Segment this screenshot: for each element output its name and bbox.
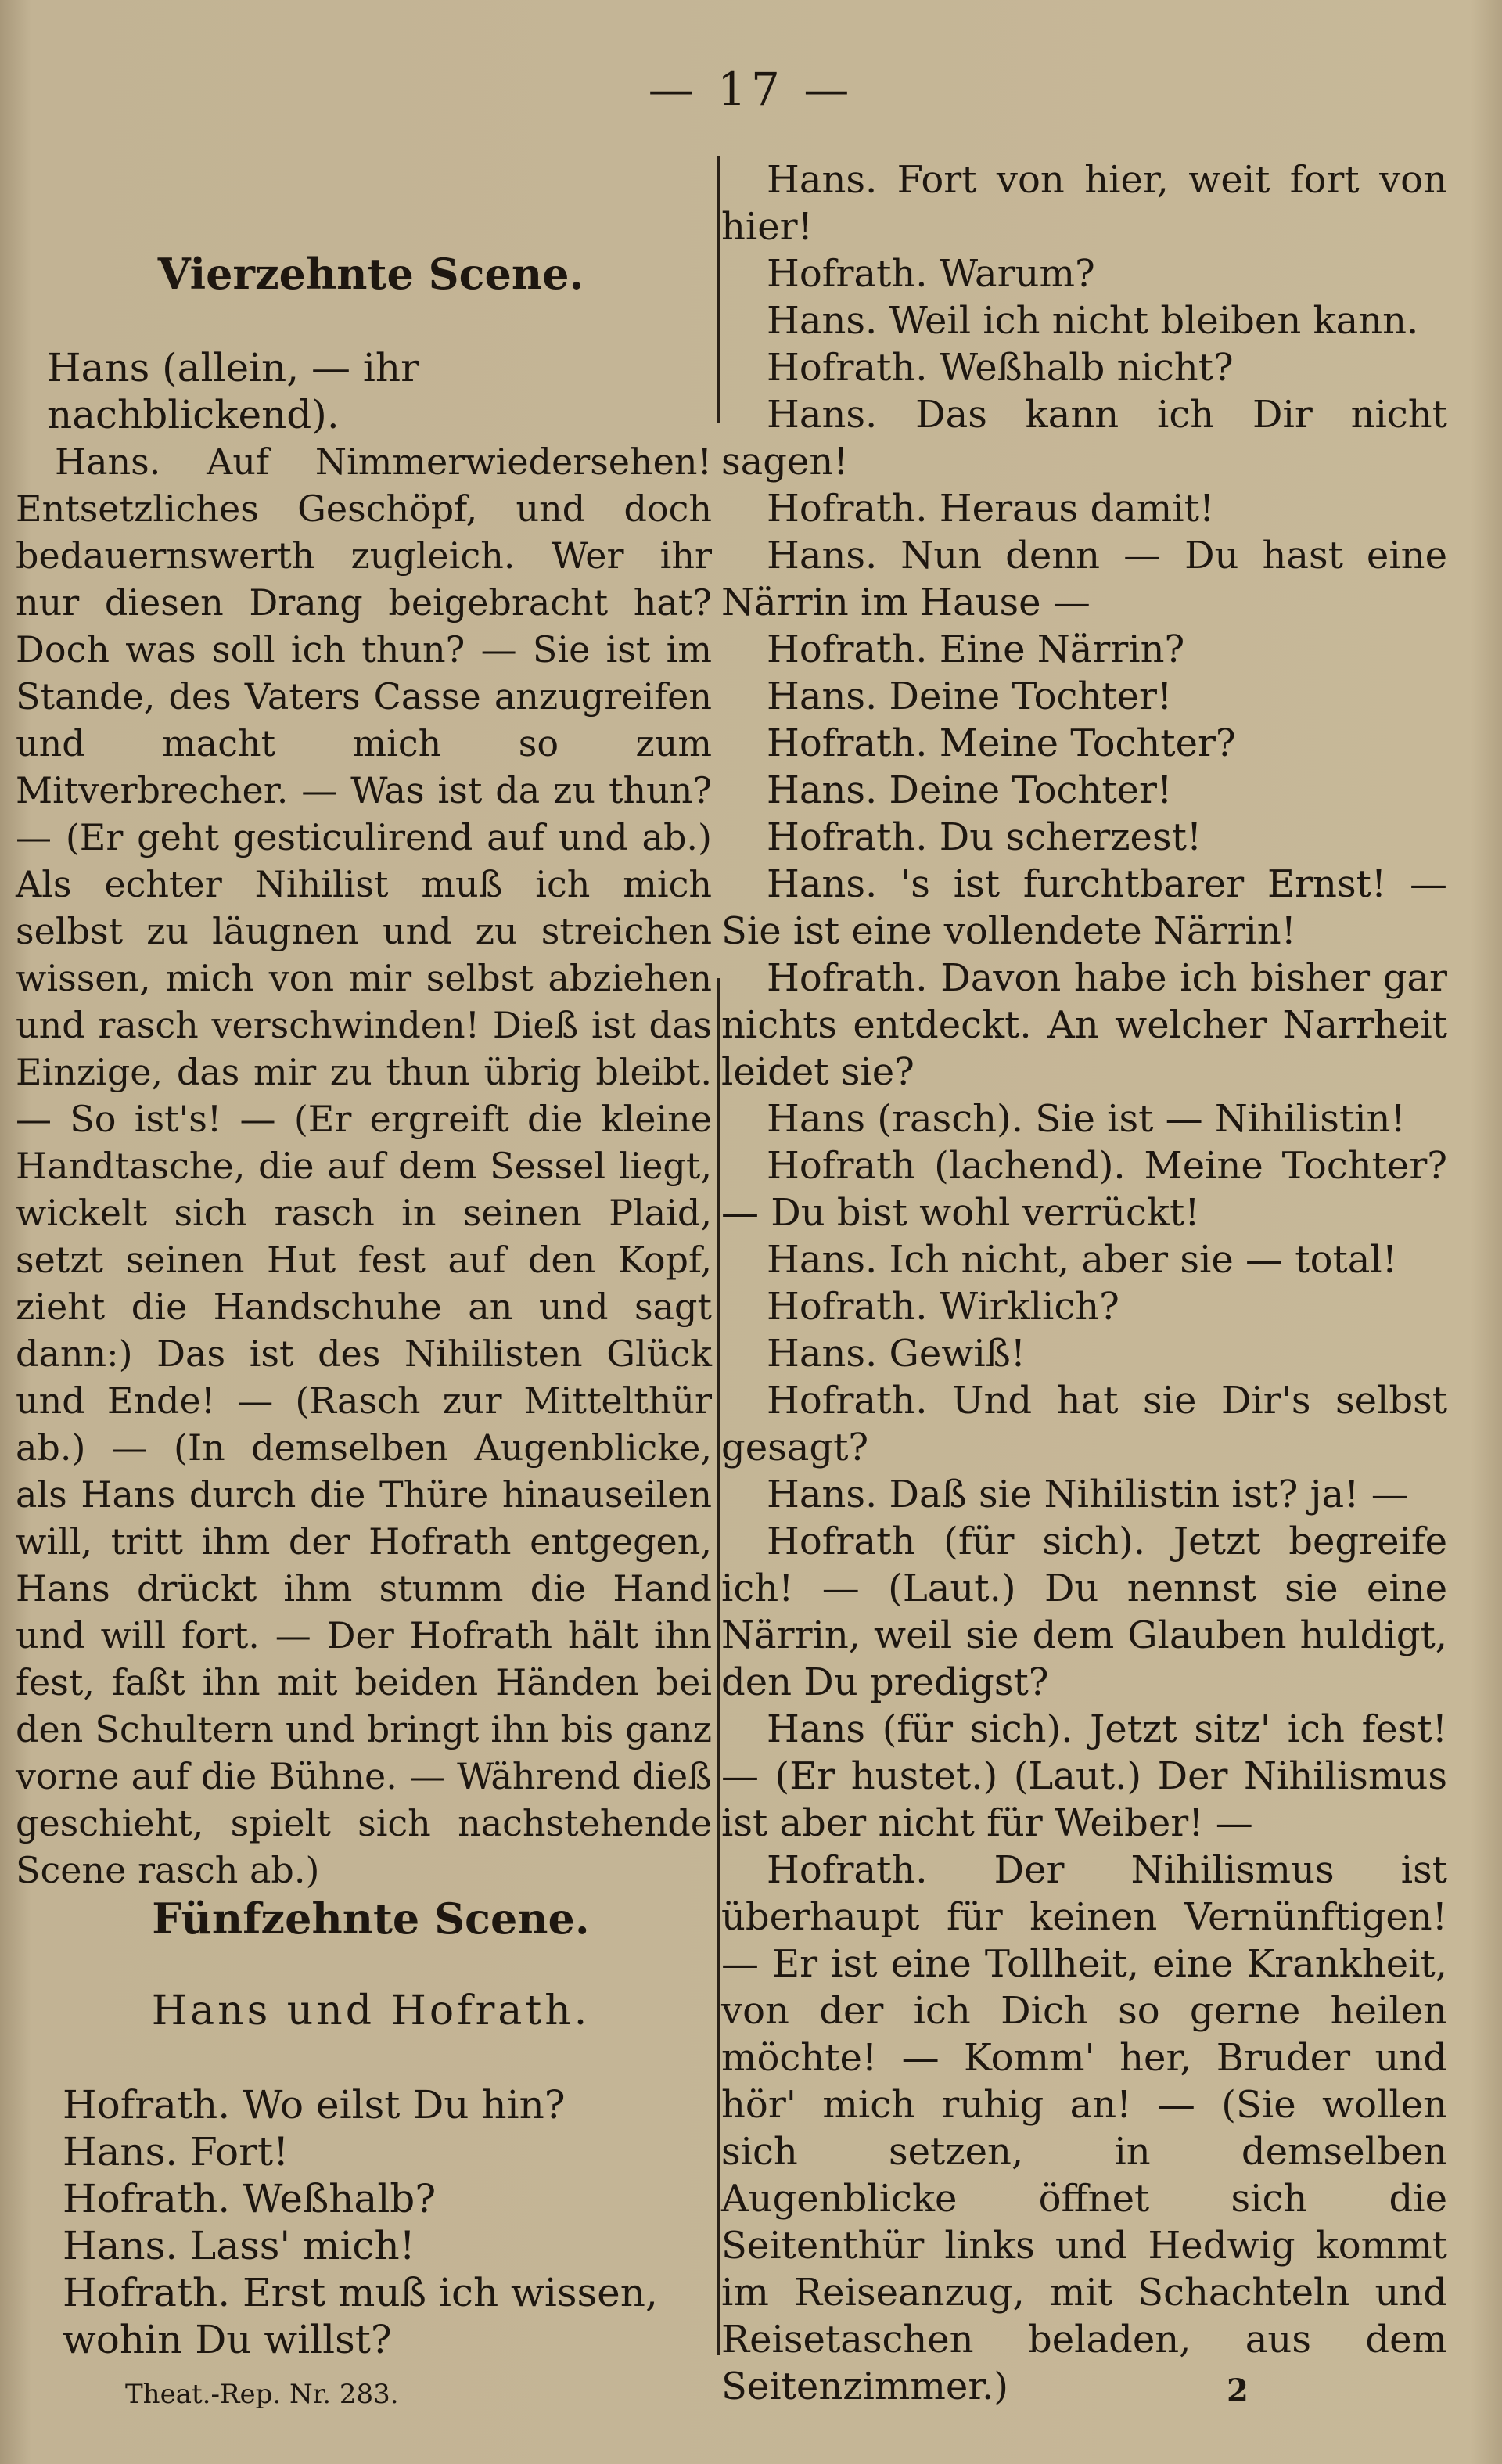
dialogue-line: Hans. Gewiß!	[767, 1332, 1026, 1376]
dialogue-line: Hans. Fort!	[63, 2129, 289, 2174]
dialogue-line: Hans. Weil ich nicht bleiben kann.	[767, 299, 1419, 343]
dialogue-line: Hofrath. Weßhalb?	[63, 2176, 437, 2221]
dialogue-line: Hans. Deine Tochter!	[767, 768, 1173, 812]
dialogue-line: Hans. Fort von hier, weit fort von hier!	[721, 158, 1447, 249]
dialogue-line: Hans (für sich). Jetzt sitz' ich fest! — (Er hustet.) (Laut.) Der Nihilismus ist aber nicht für Weiber! —	[721, 1707, 1447, 1845]
footer-signature-mark: 2	[1227, 2372, 1249, 2409]
scene-15-title: Fünfzehnte Scene.	[152, 1894, 590, 1944]
right-column-dialogue	[721, 156, 1447, 2410]
dialogue-line: Hofrath (lachend). Meine Tochter? — Du bist wohl verrückt!	[721, 1144, 1447, 1235]
footer-catalog-number: Theat.-Rep. Nr. 283.	[125, 2379, 399, 2410]
dialogue-line: Hofrath. Du scherzest!	[767, 815, 1202, 859]
scene-14-title: Vierzehnte Scene.	[157, 249, 584, 299]
scene-15-dialogue	[63, 2081, 712, 2363]
dialogue-line: Hans. 's ist furchtbarer Ernst! — Sie ist eine vollendete Närrin!	[721, 862, 1447, 953]
dialogue-line: Hofrath. Eine Närrin?	[767, 628, 1185, 671]
dialogue-line: Hofrath. Erst muß ich wissen, wohin Du willst?	[63, 2270, 658, 2362]
scene-14-cast-text: Hans (allein, — ihr nachblickend).	[47, 345, 420, 437]
scene-15-cast: Hans und Hofrath.	[151, 1987, 591, 2034]
dialogue-line: Hans. Daß sie Nihilistin ist? ja! —	[767, 1473, 1409, 1516]
scene-14-body: Hans. Auf Nimmerwiedersehen! Entsetzliches Geschöpf, und doch bedauernswerth zugleich. Wer ihr nur diesen Drang beigebracht hat? Doch was soll ich thun? — Sie ist im Stande, des Vaters Casse anzugreifen und macht mich so zum Mitverbrecher. — Was ist da zu thun? — (Er geht gesticulirend auf und ab.) Als echter Nihilist muß ich mich selbst zu läugnen und zu streichen wissen, mich von mir selbst abziehen und rasch verschwinden! Dieß ist das Einzige, das mir zu thun übrig bleibt. — So ist's! — (Er ergreift die kleine Handtasche, die auf dem Sessel liegt, wickelt sich rasch in seinen Plaid, setzt seinen Hut fest auf den Kopf, zieht die Handschuhe an und sagt dann:) Das ist des Nihilisten Glück und Ende! — (Rasch zur Mittelthür ab.) — (In demselben Augenblicke, als Hans durch die Thüre hinauseilen will, tritt ihm der Hofrath entgegen, Hans drückt ihm stumm die Hand und will fort. — Der Hofrath hält ihn fest, faßt ihn mit beiden Händen bei den Schultern und bringt ihn bis ganz vorne auf die Bühne. — Während dieß geschieht, spielt sich nachstehende Scene rasch ab.)	[16, 441, 712, 1891]
dialogue-line: Hans (rasch). Sie ist — Nihilistin!	[767, 1097, 1406, 1141]
dialogue-line: Hofrath. Warum?	[767, 252, 1095, 296]
dialogue-line: Hofrath. Weßhalb nicht?	[767, 346, 1234, 390]
dialogue-line: Hofrath. Der Nihilismus ist überhaupt für keinen Vernünftigen! — Er ist eine Tollheit, eine Krankheit, von der ich Dich so gerne heilen möchte! — Komm' her, Bruder und hör' mich ruhig an! — (Sie wollen sich setzen, in demselben Augenblicke öffnet sich die Seitenthür links und Hedwig kommt im Reiseanzug, mit Schachteln und Reisetaschen beladen, aus dem Seitenzimmer.)	[721, 1848, 1447, 2408]
page-number: — 17 —	[648, 63, 854, 116]
dialogue-line: Hans. Lass' mich!	[63, 2223, 415, 2268]
scene-14-body-block	[16, 438, 712, 1894]
top-column-divider	[717, 156, 720, 423]
dialogue-line: Hofrath. Wirklich?	[767, 1285, 1119, 1329]
dialogue-line: Hofrath. Davon habe ich bisher gar nichts entdeckt. An welcher Narrheit leidet sie?	[721, 956, 1447, 1094]
dialogue-line: Hofrath. Heraus damit!	[767, 487, 1215, 531]
dialogue-line: Hans. Deine Tochter!	[767, 674, 1173, 718]
dialogue-line: Hofrath (für sich). Jetzt begreife ich! — (Laut.) Du nennst sie eine Närrin, weil sie dem Glauben huldigt, den Du predigst?	[721, 1520, 1447, 1704]
dialogue-line: Hofrath. Wo eilst Du hin?	[63, 2082, 566, 2128]
dialogue-line: Hofrath. Und hat sie Dir's selbst gesagt?	[721, 1379, 1447, 1469]
dialogue-line: Hans. Ich nicht, aber sie — total!	[767, 1238, 1398, 1282]
dialogue-line: Hans. Nun denn — Du hast eine Närrin im Hause —	[721, 534, 1447, 624]
dialogue-line: Hofrath. Meine Tochter?	[767, 721, 1236, 765]
dialogue-line: Hans. Das kann ich Dir nicht sagen!	[721, 393, 1447, 484]
bottom-column-divider	[717, 978, 720, 2355]
scene-14-cast	[47, 344, 710, 438]
